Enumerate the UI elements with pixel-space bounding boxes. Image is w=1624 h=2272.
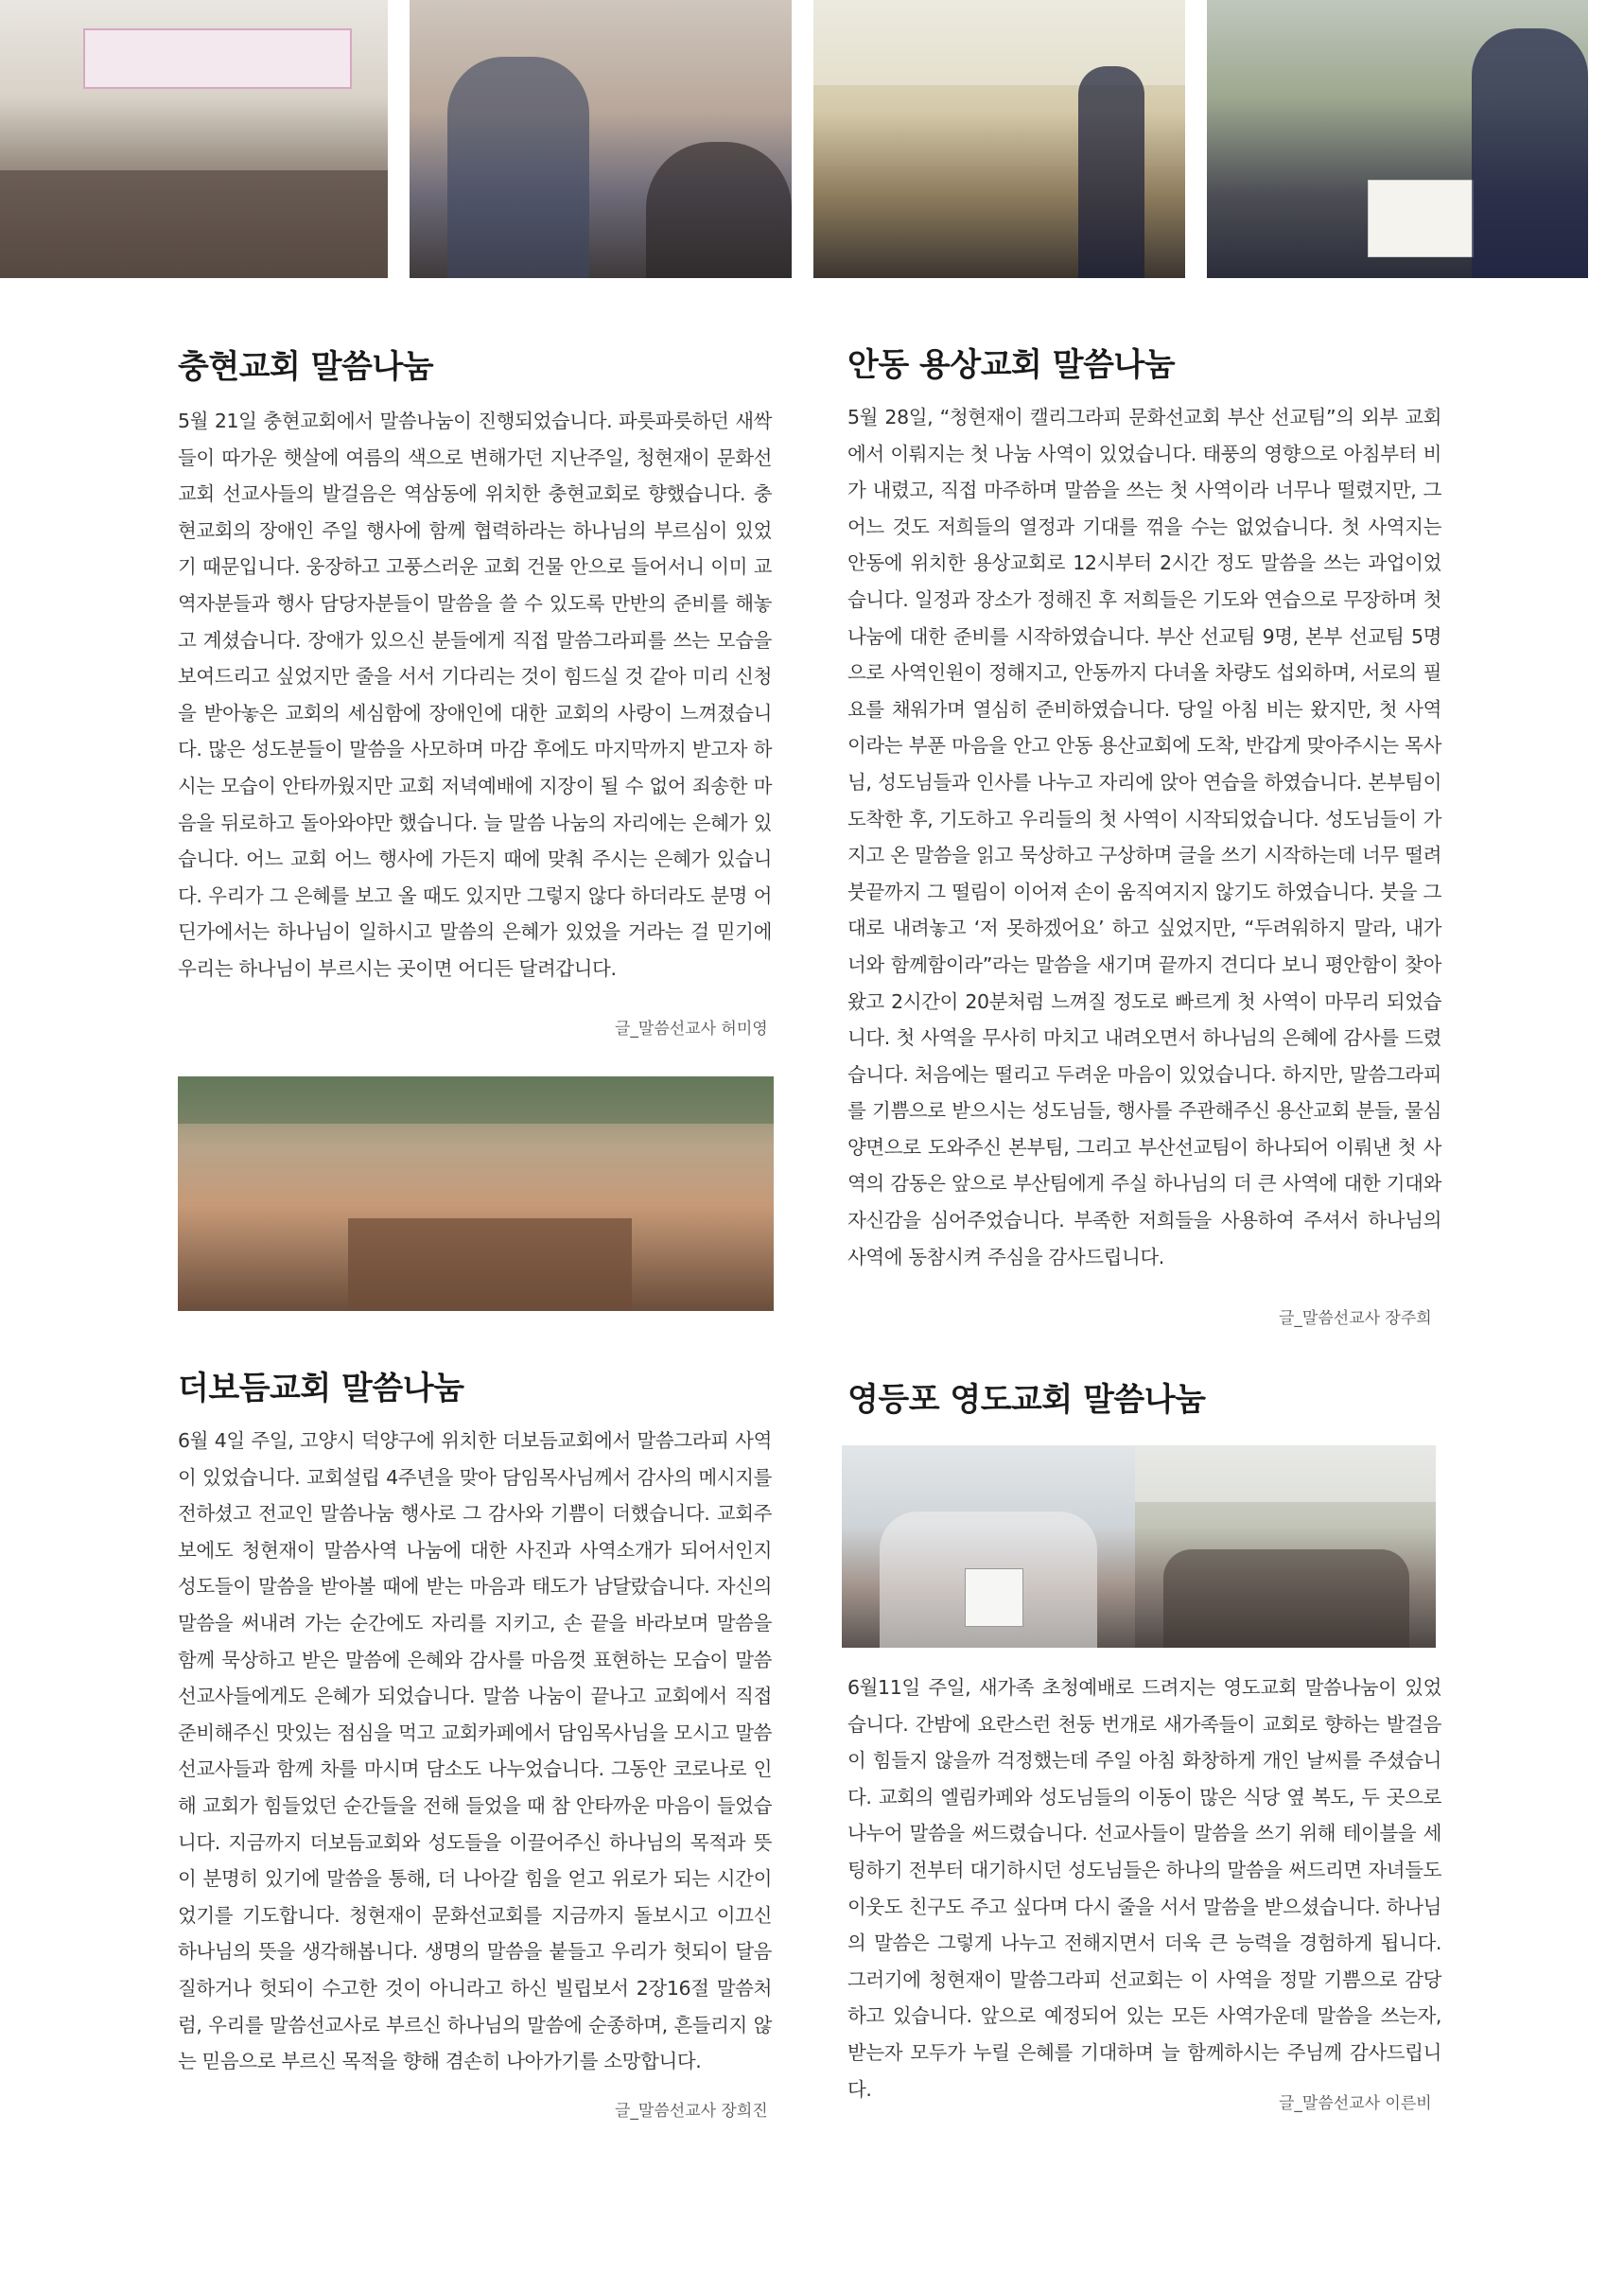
section-byline-yeongdo: 글_말씀선교사 이른비 xyxy=(1279,2094,1432,2113)
group-tea-table-photo xyxy=(178,1076,774,1311)
section-title-theboreum: 더보듬교회 말씀나눔 xyxy=(178,1370,464,1407)
section-body-theboreum: 6월 4일 주일, 고양시 덕양구에 위치한 더보듬교회에서 말씀그라피 사역이 있었습니다. 교회설립 4주년을 맞아 담임목사님께서 감사의 메시지를 전하셨고 전교인 말씀나눔 행사로 그 감사와 기쁨이 더했습니다. 교회주보에도 청현재이 말씀사역 나눔에 대한 사진과 사역소개가 되어서인지 성도들이 말씀을 받아볼 때에 받는 마음과 태도가 남달랐습니다. 자신의 말씀을 써내려 가는 순간에도 자리를 지키고, 손 끝을 바라보며 말씀을 함께 묵상하고 받은 말씀에 은혜와 감사를 마음껏 표현하는 모습이 말씀선교사들에게도 은혜가 되었습니다. 말씀 나눔이 끝나고 교회에서 직접 준비해주신 맛있는 점심을 먹고 교회카페에서 담임목사님을 모시고 말씀선교사들과 함께 차를 마시며 담소도 나누었습니다. 그동안 코로나로 인해 교회가 힘들었던 순간들을 전해 들었을 때 참 안타까운 마음이 들었습니다. 지금까지 더보듬교회와 성도들을 이끌어주신 하나님의 목적과 뜻이 분명히 있기에 말씀을 통해, 더 나아갈 힘을 얻고 위로가 되는 시간이었기를 기도합니다. 청현재이 문화선교회를 지금까지 돌보시고 이끄신 하나님의 뜻을 생각해봅니다. 생명의 말씀을 붙들고 우리가 헛되이 달음질하거나 헛되이 수고한 것이 아니라고 하신 빌립보서 2장16절 말씀처럼, 우리를 말씀선교사로 부르신 하나님의 말씀에 순종하며, 흔들리지 않는 믿음으로 부르신 목적을 향해 겸손히 나아가기를 소망합니다. xyxy=(178,1429,772,2073)
section-byline-andong: 글_말씀선교사 장주희 xyxy=(1279,1309,1432,1328)
section-title-yeongdo: 영등포 영도교회 말씀나눔 xyxy=(847,1381,1206,1419)
section-title-chunghyun: 충현교회 말씀나눔 xyxy=(178,348,434,386)
children-writing-photo xyxy=(410,0,792,278)
calligraphy-event-hall-photo xyxy=(0,0,388,278)
group-holding-calligraphy-photo xyxy=(842,1445,1135,1648)
section-title-andong: 안동 용상교회 말씀나눔 xyxy=(847,346,1176,384)
classroom-writing-photo xyxy=(813,0,1185,278)
section-body-chunghyun: 5월 21일 충현교회에서 말씀나눔이 진행되었습니다. 파릇파릇하던 새싹들이 따가운 햇살에 여름의 색으로 변해가던 지난주일, 청현재이 문화선교회 선교사들의 발걸음은 역삼동에 위치한 충현교회로 향했습니다. 충현교회의 장애인 주일 행사에 함께 협력하라는 하나님의 부르심이 있었기 때문입니다. 웅장하고 고풍스러운 교회 건물 안으로 들어서니 이미 교역자분들과 행사 담당자분들이 말씀을 쓸 수 있도록 만반의 준비를 해놓고 계셨습니다. 장애가 있으신 분들에게 직접 말씀그라피를 쓰는 모습을 보여드리고 싶었지만 줄을 서서 기다리는 것이 힘드실 것 같아 미리 신청을 받아놓은 교회의 세심함에 장애인에 대한 교회의 사랑이 느껴졌습니다. 많은 성도분들이 말씀을 사모하며 마감 후에도 마지막까지 받고자 하시는 모습이 안타까웠지만 교회 저녁예배에 지장이 될 수 없어 죄송한 마음을 뒤로하고 돌아와야만 했습니다. 늘 말씀 나눔의 자리에는 은혜가 있습니다. 어느 교회 어느 행사에 가든지 때에 맞춰 주시는 은혜가 있습니다. 우리가 그 은혜를 보고 올 때도 있지만 그렇지 않다 하더라도 분명 어딘가에서는 하나님이 일하시고 말씀의 은혜가 있었을 거라는 걸 믿기에 우리는 하나님이 부르시는 곳이면 어디든 달려갑니다. xyxy=(178,410,772,980)
section-byline-chunghyun: 글_말씀선교사 허미영 xyxy=(615,1020,768,1039)
missionary-holding-calligraphy-photo xyxy=(1207,0,1588,278)
section-byline-theboreum: 글_말씀선교사 장희진 xyxy=(615,2102,768,2121)
section-body-yeongdo: 6월11일 주일, 새가족 초청예배로 드려지는 영도교회 말씀나눔이 있었습니다. 간밤에 요란스런 천둥 번개로 새가족들이 교회로 향하는 발걸음이 힘들지 않을까 걱정했는데 주일 아침 화창하게 개인 날씨를 주셨습니다. 교회의 엘림카페와 성도님들의 이동이 많은 식당 옆 복도, 두 곳으로 나누어 말씀을 써드렸습니다. 선교사들이 말씀을 쓰기 위해 테이블을 세팅하기 전부터 대기하시던 성도님들은 하나의 말씀을 써드리면 자녀들도 이웃도 친구도 주고 싶다며 다시 줄을 서서 말씀을 받으셨습니다. 하나님의 말씀은 그렇게 나누고 전해지면서 더욱 큰 능력을 경험하게 됩니다. 그러기에 청현재이 말씀그라피 선교회는 이 사역을 정말 기쁨으로 감당하고 있습니다. 앞으로 예정되어 있는 모든 사역가운데 말씀을 쓰는자, 받는자 모두가 누릴 은혜를 기대하며 늘 함께하시는 주님께 감사드립니다. xyxy=(847,1676,1441,2101)
section-body-andong: 5월 28일, “청현재이 캘리그라피 문화선교회 부산 선교팀”의 외부 교회에서 이뤄지는 첫 나눔 사역이 있었습니다. 태풍의 영향으로 아침부터 비가 내렸고, 직접 마주하며 말씀을 쓰는 첫 사역이라 너무나 떨렸지만, 그 어느 것도 저희들의 열정과 기대를 꺾을 수는 없었습니다. 첫 사역지는 안동에 위치한 용상교회로 12시부터 2시간 정도 말씀을 쓰는 과업이었습니다. 일정과 장소가 정해진 후 저희들은 기도와 연습으로 무장하며 첫 나눔에 대한 준비를 시작하였습니다. 부산 선교팀 9명, 본부 선교팀 5명으로 사역인원이 정해지고, 안동까지 다녀올 차량도 섭외하며, 서로의 필요를 채워가며 열심히 준비하였습니다. 당일 아침 비는 왔지만, 첫 사역이라는 부푼 마음을 안고 안동 용산교회에 도착, 반갑게 맞아주시는 목사님, 성도님들과 인사를 나누고 자리에 앉아 연습을 하였습니다. 본부팀이 도착한 후, 기도하고 우리들의 첫 사역이 시작되었습니다. 성도님들이 가지고 온 말씀을 읽고 묵상하고 구상하며 글을 쓰기 시작하는데 너무 떨려 붓끝까지 그 떨림이 이어져 손이 움직여지지 않기도 하였습니다. 붓을 그대로 내려놓고 ‘저 못하겠어요’ 하고 싶었지만, “두려워하지 말라, 내가 너와 함께함이라”라는 말씀을 새기며 끝까지 견디다 보니 평안함이 찾아왔고 2시간이 20분처럼 느껴질 정도로 빠르게 첫 사역이 마무리 되었습니다. 첫 사역을 무사히 마치고 내려오면서 하나님의 은혜에 감사를 드렸습니다. 처음에는 떨리고 두려운 마음이 있었습니다. 하지만, 말씀그라피를 기쁨으로 받으시는 성도님들, 행사를 주관해주신 용산교회 분들, 물심양면으로 도와주신 본부팀, 그리고 부산선교팀이 하나되어 이뤄낸 첫 사역의 감동은 앞으로 부산팀에게 주실 하나님의 더 큰 사역에 대한 기대와 자신감을 심어주었습니다. 부족한 저희들을 사용하여 주셔서 하나님의 사역에 동참시켜 주심을 감사드립니다. xyxy=(847,406,1441,1268)
church-hall-writing-photo xyxy=(1135,1445,1436,1648)
